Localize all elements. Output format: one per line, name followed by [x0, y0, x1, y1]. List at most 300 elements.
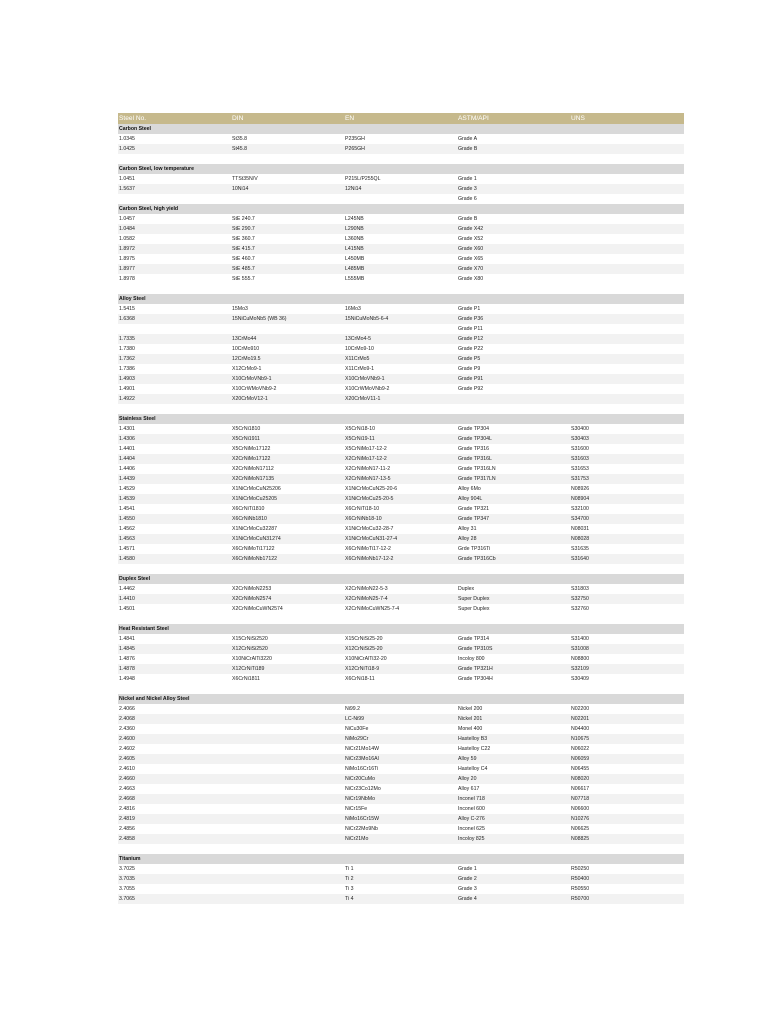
cell-en: Ti 4	[344, 894, 457, 904]
cell-din: X1NiCrMoCuN31274	[231, 534, 344, 544]
table-row	[118, 804, 684, 814]
cell-astm-api: Alloy 617	[458, 786, 480, 792]
cell-uns	[570, 184, 684, 194]
cell-uns: N10675	[570, 734, 684, 744]
header-uns: UNS	[570, 113, 684, 124]
table-row	[118, 484, 684, 494]
cell-astm-api: Grade 4	[457, 894, 570, 904]
table-row	[118, 384, 684, 394]
cell-din: X1NiCrMoCu25205	[231, 494, 344, 504]
section-title: Alloy Steel	[118, 294, 684, 304]
cell-astm-api: Grade TP304L	[457, 434, 570, 444]
cell-steel-no: 2.4856	[119, 826, 135, 832]
cell-astm-api: Super Duplex	[458, 606, 490, 612]
cell-din: StE 240.7	[232, 216, 255, 222]
cell-steel-no: 2.4668	[118, 794, 231, 804]
spacer-row	[118, 684, 684, 694]
cell-astm-api: Grade TP316LN	[458, 466, 496, 472]
cell-astm-api: Nickel 201	[457, 714, 570, 724]
cell-din: X2CrNiMoCuWN2574	[232, 606, 283, 612]
cell-steel-no: 1.4580	[118, 554, 231, 564]
table-row	[118, 354, 684, 364]
cell-din	[231, 734, 344, 744]
cell-steel-no: 2.4816	[119, 806, 135, 812]
cell-en: X11CrMo5	[344, 354, 457, 364]
table-row	[118, 504, 684, 514]
header-steel-no: Steel No.	[118, 113, 231, 124]
spacer-row	[118, 284, 684, 294]
cell-en: NiCu30Fe	[345, 726, 369, 732]
cell-uns	[570, 334, 684, 344]
cell-uns	[570, 244, 684, 254]
cell-astm-api: Inconel 600	[458, 806, 485, 812]
cell-uns: S31653	[571, 466, 589, 472]
table-row	[118, 264, 684, 274]
cell-steel-no: 1.4841	[119, 636, 135, 642]
table-row	[118, 794, 684, 804]
cell-astm-api: Grade P9	[458, 366, 481, 372]
table-row	[118, 824, 684, 834]
cell-din	[231, 324, 344, 334]
cell-din: X15CrNiSi2520	[232, 636, 268, 642]
cell-astm-api: Grade P91	[457, 374, 570, 384]
table-row	[118, 514, 684, 524]
table-row	[118, 874, 684, 884]
cell-astm-api: Nickel 200	[458, 706, 483, 712]
section-header-row	[118, 294, 684, 304]
cell-astm-api: Hastelloy B3	[457, 734, 570, 744]
cell-uns: R50400	[570, 874, 684, 884]
cell-astm-api	[457, 394, 570, 404]
cell-din: X6CrNi1811	[232, 676, 260, 682]
table-row	[118, 174, 684, 184]
cell-en: P265GH	[344, 144, 457, 154]
cell-din	[231, 194, 344, 204]
cell-din	[231, 764, 344, 774]
cell-din: StE 360.7	[232, 236, 255, 242]
cell-steel-no: 2.4602	[119, 746, 135, 752]
cell-uns: N06625	[571, 826, 590, 832]
cell-steel-no: 1.4439	[118, 474, 231, 484]
cell-steel-no: 2.4663	[119, 786, 135, 792]
table-row	[118, 244, 684, 254]
table-row	[118, 674, 684, 684]
cell-din: X2CrNiMoN2253	[232, 586, 272, 592]
cell-din	[231, 794, 344, 804]
cell-steel-no: 1.4410	[118, 594, 231, 604]
cell-astm-api: Grade P5	[457, 354, 570, 364]
table-row	[118, 654, 684, 664]
cell-din: St35.8	[232, 136, 247, 142]
cell-en: L360NB	[345, 236, 364, 242]
cell-din: 12CrMo19.5	[231, 354, 344, 364]
cell-steel-no: 1.4401	[119, 446, 135, 452]
cell-din: X2CrNiMoN17112	[232, 466, 274, 472]
cell-steel-no: 1.8978	[119, 276, 135, 282]
cell-din: X1NiCrMoCu32287	[232, 526, 277, 532]
header-astm-api: ASTM/API	[457, 113, 570, 124]
cell-astm-api: Grade B	[457, 144, 570, 154]
cell-astm-api: Hastelloy C4	[458, 766, 488, 772]
cell-uns: S31635	[571, 546, 589, 552]
cell-din: X1NiCrMoCuN25206	[232, 486, 281, 492]
table-row	[118, 554, 684, 564]
cell-uns	[570, 304, 684, 314]
cell-astm-api: Grade TP321	[458, 506, 490, 512]
cell-uns: R50700	[570, 894, 684, 904]
cell-astm-api: Grade TP347	[457, 514, 570, 524]
cell-steel-no: 1.4876	[119, 656, 135, 662]
cell-en: X1NiCrMoCu25-20-5	[344, 494, 457, 504]
table-row	[118, 834, 684, 844]
cell-uns: N10276	[570, 814, 684, 824]
table-row	[118, 634, 684, 644]
table-row	[118, 344, 684, 354]
cell-en: X2CrNiMoCuWN25-7-4	[345, 606, 400, 612]
cell-uns	[570, 144, 684, 154]
cell-en: NiCr19NbMo	[344, 794, 457, 804]
cell-steel-no: 1.7335	[118, 334, 231, 344]
cell-din: StE 290.7	[231, 224, 344, 234]
cell-en: 10CrMo9-10	[345, 346, 374, 352]
spacer-cell	[118, 684, 684, 694]
cell-astm-api: Grade TP310S	[457, 644, 570, 654]
cell-astm-api: Grade X65	[458, 256, 484, 262]
cell-steel-no: 1.8975	[119, 256, 135, 262]
cell-din: X6CrNiMoNb17122	[231, 554, 344, 564]
cell-en: NiCr22Mo9Nb	[345, 826, 378, 832]
cell-steel-no: 2.4605	[118, 754, 231, 764]
cell-en: X10NiCrAlTi32-20	[345, 656, 387, 662]
cell-steel-no: 1.4562	[119, 526, 135, 532]
cell-astm-api: Alloy 28	[457, 534, 570, 544]
cell-steel-no: 2.4819	[118, 814, 231, 824]
spacer-row	[118, 614, 684, 624]
cell-din	[231, 874, 344, 884]
cell-en: Ti 3	[345, 886, 354, 892]
cell-astm-api: Duplex	[458, 586, 475, 592]
cell-astm-api: Grade TP314	[458, 636, 490, 642]
cell-uns	[570, 314, 684, 324]
cell-uns	[570, 254, 684, 264]
table-row	[118, 544, 684, 554]
header-en: EN	[344, 113, 457, 124]
cell-steel-no: 1.8972	[118, 244, 231, 254]
cell-astm-api: Grade 6	[458, 196, 477, 202]
spacer-row	[118, 404, 684, 414]
table-row	[118, 434, 684, 444]
cell-en: X12CrNiTi18-9	[344, 664, 457, 674]
cell-astm-api: Grade X70	[457, 264, 570, 274]
table-row	[118, 184, 684, 194]
table-row	[118, 464, 684, 474]
cell-astm-api: Hastelloy C22	[458, 746, 491, 752]
cell-steel-no: 1.4541	[119, 506, 135, 512]
cell-en: 16Mo3	[345, 306, 361, 312]
cell-uns	[570, 344, 684, 354]
cell-astm-api: Inconel 625	[458, 826, 485, 832]
cell-din	[231, 774, 344, 784]
cell-en: X2CrNiMo17-12-2	[344, 454, 457, 464]
cell-din: X20CrMoV12-1	[231, 394, 344, 404]
cell-astm-api: Incoloy 825	[457, 834, 570, 844]
cell-din: TTSt35N/V	[232, 176, 258, 182]
table-row	[118, 724, 684, 734]
cell-din: 15Mo3	[232, 306, 248, 312]
cell-astm-api: Grade X80	[458, 276, 484, 282]
cell-astm-api: Grade P92	[458, 386, 484, 392]
cell-astm-api: Grade TP316L	[457, 454, 570, 464]
cell-din: X10CrMoVNb9-1	[231, 374, 344, 384]
spacer-cell	[118, 154, 684, 164]
cell-en	[344, 194, 457, 204]
cell-uns: S30409	[571, 676, 589, 682]
cell-uns	[570, 354, 684, 364]
table-row	[118, 894, 684, 904]
cell-en: X10CrWMoVNb9-2	[345, 386, 390, 392]
table-row	[118, 324, 684, 334]
cell-en: NiCr23Mo16Al	[344, 754, 457, 764]
cell-uns: S31008	[570, 644, 684, 654]
cell-uns: N06022	[571, 746, 590, 752]
cell-steel-no: 1.4406	[119, 466, 135, 472]
cell-din: StE 485.7	[231, 264, 344, 274]
cell-steel-no: 1.4301	[119, 426, 135, 432]
table-row	[118, 784, 684, 794]
cell-en: X5CrNiMo17-12-2	[345, 446, 387, 452]
cell-steel-no: 3.7055	[119, 886, 135, 892]
cell-astm-api: Grade TP304	[458, 426, 490, 432]
table-row	[118, 374, 684, 384]
cell-din: 15NiCuMoNb5 (WB 36)	[231, 314, 344, 324]
cell-uns: S32760	[571, 606, 589, 612]
table-header-row	[118, 113, 684, 124]
section-title: Carbon Steel, high yield	[118, 204, 684, 214]
cell-steel-no: 2.4360	[119, 726, 135, 732]
table-row	[118, 764, 684, 774]
cell-uns	[570, 194, 684, 204]
cell-din: StE 460.7	[232, 256, 255, 262]
section-header-row	[118, 624, 684, 634]
section-header-row	[118, 854, 684, 864]
table-row	[118, 774, 684, 784]
cell-steel-no: 1.4550	[118, 514, 231, 524]
cell-astm-api: Grade TP316Cb	[457, 554, 570, 564]
cell-din	[231, 834, 344, 844]
table-row	[118, 144, 684, 154]
table-row	[118, 474, 684, 484]
table-row	[118, 714, 684, 724]
cell-astm-api: Incoloy 800	[458, 656, 485, 662]
section-title: Carbon Steel	[118, 124, 684, 134]
cell-din: StE 555.7	[232, 276, 255, 282]
cell-din: X12CrMo9-1	[232, 366, 262, 372]
cell-en: X2CrNiMoN22-5-3	[345, 586, 388, 592]
cell-uns: N08825	[570, 834, 684, 844]
cell-steel-no: 1.4404	[118, 454, 231, 464]
cell-en: L485MB	[344, 264, 457, 274]
cell-din	[231, 784, 344, 794]
steel-grades-document	[118, 113, 684, 904]
cell-uns: N08926	[571, 486, 590, 492]
cell-steel-no: 1.4845	[118, 644, 231, 654]
cell-astm-api: Grade 3	[458, 886, 477, 892]
cell-steel-no: 1.7380	[119, 346, 135, 352]
cell-steel-no: 3.7035	[118, 874, 231, 884]
table-row	[118, 864, 684, 874]
cell-uns: N08031	[571, 526, 590, 532]
table-body	[118, 124, 684, 904]
cell-en: NiMo29Cr	[344, 734, 457, 744]
cell-din: X12CrNiSi2520	[231, 644, 344, 654]
cell-steel-no: 1.5637	[118, 184, 231, 194]
section-title: Duplex Steel	[118, 574, 684, 584]
table-row	[118, 314, 684, 324]
cell-steel-no: 2.4858	[118, 834, 231, 844]
cell-uns: N06600	[571, 806, 590, 812]
cell-uns: N08800	[571, 656, 590, 662]
cell-astm-api: Grade TP316	[458, 446, 490, 452]
cell-steel-no: 1.4878	[118, 664, 231, 674]
section-title: Heat Resistant Steel	[118, 624, 684, 634]
cell-din: X2CrNiMoN2574	[231, 594, 344, 604]
cell-din	[231, 714, 344, 724]
cell-steel-no: 1.4903	[118, 374, 231, 384]
table-row	[118, 584, 684, 594]
cell-din	[231, 894, 344, 904]
cell-steel-no: 1.7386	[119, 366, 135, 372]
cell-en: L245NB	[345, 216, 364, 222]
cell-en: X6CrNiMoNb17-12-2	[344, 554, 457, 564]
table-row	[118, 664, 684, 674]
table-row	[118, 704, 684, 714]
cell-uns: S31640	[570, 554, 684, 564]
cell-uns: S32100	[571, 506, 589, 512]
table-row	[118, 814, 684, 824]
cell-din	[231, 754, 344, 764]
cell-steel-no: 3.7025	[119, 866, 135, 872]
cell-steel-no: 1.7362	[118, 354, 231, 364]
cell-en: X6CrNiMoTi17-12-2	[345, 546, 391, 552]
cell-steel-no: 1.0484	[118, 224, 231, 234]
header-din: DIN	[231, 113, 344, 124]
cell-uns: N08904	[570, 494, 684, 504]
cell-steel-no	[118, 194, 231, 204]
cell-uns	[570, 374, 684, 384]
cell-en: X5CrNi18-10	[345, 426, 375, 432]
table-row	[118, 234, 684, 244]
cell-astm-api: Inconel 718	[457, 794, 570, 804]
cell-uns: N02201	[570, 714, 684, 724]
cell-en: LC-Ni99	[344, 714, 457, 724]
table-row	[118, 494, 684, 504]
cell-steel-no: 1.4306	[118, 434, 231, 444]
cell-en: X6CrNiTi18-10	[345, 506, 380, 512]
cell-uns: S31600	[571, 446, 589, 452]
cell-uns	[570, 214, 684, 224]
cell-en: 12Ni14	[344, 184, 457, 194]
cell-uns: S31753	[570, 474, 684, 484]
cell-uns: N02200	[571, 706, 590, 712]
cell-astm-api: Alloy 31	[458, 526, 477, 532]
table-row	[118, 744, 684, 754]
cell-uns: R50250	[571, 866, 590, 872]
cell-steel-no: 3.7065	[118, 894, 231, 904]
cell-astm-api: Grade 1	[458, 176, 477, 182]
cell-uns: S31603	[570, 454, 684, 464]
cell-din: X6CrNiNb1810	[231, 514, 344, 524]
cell-astm-api: Monel 400	[458, 726, 483, 732]
table-row	[118, 394, 684, 404]
cell-uns	[570, 394, 684, 404]
table-row	[118, 254, 684, 264]
cell-en: X6CrNiNb18-10	[344, 514, 457, 524]
cell-astm-api: Grade P12	[457, 334, 570, 344]
cell-en: X2CrNiMoN17-13-5	[344, 474, 457, 484]
cell-uns	[570, 324, 684, 334]
cell-steel-no: 1.5415	[119, 306, 135, 312]
section-title: Stainless Steel	[118, 414, 684, 424]
cell-uns	[570, 264, 684, 274]
steel-grades-table	[118, 113, 684, 904]
cell-astm-api: Grade P22	[458, 346, 484, 352]
cell-steel-no: 1.6368	[118, 314, 231, 324]
cell-steel-no: 1.4571	[119, 546, 135, 552]
cell-en: Ti 2	[344, 874, 457, 884]
cell-uns	[570, 234, 684, 244]
cell-din	[231, 804, 344, 814]
cell-en: X12CrNiSi25-20	[344, 644, 457, 654]
cell-steel-no: 2.4660	[118, 774, 231, 784]
cell-uns: N06059	[570, 754, 684, 764]
table-row	[118, 364, 684, 374]
spacer-row	[118, 564, 684, 574]
cell-steel-no: 2.4068	[118, 714, 231, 724]
section-header-row	[118, 414, 684, 424]
table-row	[118, 214, 684, 224]
cell-uns: S30403	[570, 434, 684, 444]
table-row	[118, 134, 684, 144]
cell-din	[231, 724, 344, 734]
cell-en: NiCr20CuMo	[344, 774, 457, 784]
cell-din: X5CrNi1810	[232, 426, 261, 432]
table-row	[118, 534, 684, 544]
cell-en: X1NiCrMoCuN31-27-4	[344, 534, 457, 544]
cell-din	[231, 704, 344, 714]
cell-en: L450MB	[345, 256, 365, 262]
cell-din: X6CrNiTi1810	[232, 506, 265, 512]
cell-din: X5CrNi1911	[231, 434, 344, 444]
cell-astm-api: Alloy C-276	[457, 814, 570, 824]
cell-din: 10CrMo910	[232, 346, 260, 352]
cell-en: X11CrMo9-1	[345, 366, 375, 372]
table-row	[118, 884, 684, 894]
cell-astm-api: Alloy 59	[457, 754, 570, 764]
cell-en: X1NiCrMoCu32-28-7	[345, 526, 394, 532]
cell-din: X10NiCrAlTi3220	[232, 656, 272, 662]
cell-uns	[570, 224, 684, 234]
cell-en: X6CrNi18-11	[345, 676, 375, 682]
cell-astm-api: Grade P36	[457, 314, 570, 324]
cell-en: X20CrMoV11-1	[344, 394, 457, 404]
table-row	[118, 304, 684, 314]
cell-steel-no: 1.0345	[119, 136, 135, 142]
cell-astm-api: Grade 3	[457, 184, 570, 194]
cell-astm-api: Grade TP304H	[458, 676, 493, 682]
cell-steel-no: 2.4066	[119, 706, 135, 712]
section-header-row	[118, 204, 684, 214]
spacer-cell	[118, 564, 684, 574]
